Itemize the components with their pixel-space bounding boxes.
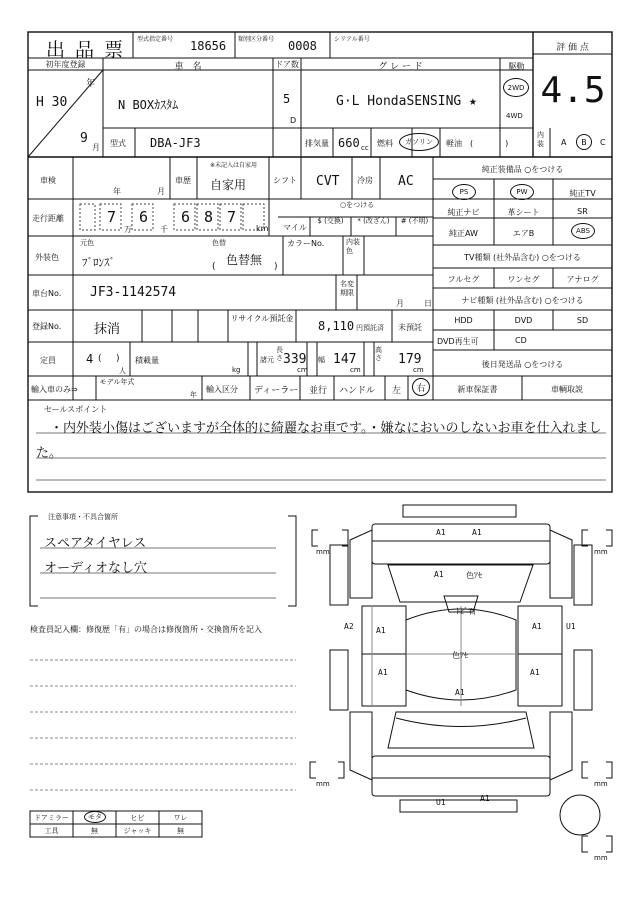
shaken-label: 車検 <box>40 176 56 185</box>
car-name: N BOXｶｽﾀﾑ <box>118 98 179 112</box>
sales-point-label: セールスポイント <box>44 405 108 414</box>
original-color-label: 元色 <box>80 239 94 247</box>
length-label: 長さ <box>276 346 283 362</box>
ac-value: AC <box>398 174 414 189</box>
damage-rear-bumper-2: A1 <box>480 794 490 803</box>
ac-label: 冷房 <box>357 176 373 185</box>
length-value: 339 <box>283 352 307 367</box>
damage-rear-glass: A1 <box>455 688 465 697</box>
length-cm: cm <box>297 366 308 374</box>
fuel-other-paren: ( ) <box>470 139 509 148</box>
history-label: 車歴 <box>175 176 191 185</box>
shaken-month-unit: 月 <box>157 187 165 196</box>
jack-label: ジャッキ <box>123 827 152 835</box>
mm-label-2: mm <box>594 548 608 556</box>
mileage-digit-2: 6 <box>138 208 149 226</box>
delivery-manual: 車輌取説 <box>551 385 583 394</box>
original-color: ﾌﾞﾛﾝｽﾞ <box>82 256 115 269</box>
mileage-km: km <box>256 224 269 233</box>
fuel-label: 燃料 <box>377 139 393 148</box>
equip-tv: 純正TV <box>569 189 596 198</box>
color-no-label: カラーNo. <box>287 239 325 248</box>
drive-4wd: 4WD <box>506 112 523 120</box>
class-code-label: 類別区分番号 <box>238 36 275 43</box>
first-reg-label: 初年度登録 <box>45 60 86 69</box>
tv-analog: アナログ <box>566 275 599 284</box>
dvd-playback-label: DVD再生可 <box>437 337 479 346</box>
mm-label-3: mm <box>316 780 330 788</box>
mileage-digit-5: 7 <box>226 208 237 226</box>
interior-color-label: 内装色 <box>346 238 360 255</box>
model-year-unit: 年 <box>190 391 197 399</box>
drive-label: 駆動 <box>508 62 525 71</box>
doors-label: ドア数 <box>275 60 299 69</box>
first-reg-era: H 30 <box>36 95 68 110</box>
name-change-day: 日 <box>424 299 432 308</box>
capacity-value: 4 <box>86 352 94 366</box>
door-mirror-label: ドアミラー <box>34 814 69 822</box>
import-class-label: 輸入区分 <box>206 385 238 394</box>
height-label: 高さ <box>375 346 382 362</box>
car-name-label: 車 名 <box>174 62 202 72</box>
height-cm: cm <box>413 366 424 374</box>
damage-rear-bumper: U1 <box>436 798 446 807</box>
door-mirror-motor-circled: モタ <box>84 811 106 823</box>
note-item-1: スペアタイヤレス <box>44 536 147 551</box>
model-type: DBA-JF3 <box>150 136 201 150</box>
cd-label: CD <box>515 336 527 345</box>
notes-label: 注意事項・不具合箇所 <box>48 513 118 521</box>
equip-sr: SR <box>577 207 588 216</box>
chassis-number: JF3-1142574 <box>90 285 177 300</box>
sales-point-line-2: た。 <box>36 446 63 461</box>
registration-value: 抹消 <box>94 322 121 337</box>
model-code-label: 型式指定番号 <box>137 36 174 43</box>
model-type-label: 型式 <box>110 139 126 148</box>
mileage-circle-note: ○をつける <box>340 201 375 209</box>
drive-2wd-circled: 2WD <box>503 78 529 97</box>
capacity-person: 人 <box>119 367 126 375</box>
damage-left-rear-door: A1 <box>378 668 388 677</box>
equip-ps-circled: PS <box>452 184 476 200</box>
first-reg-month: 9 <box>80 131 88 146</box>
capacity-label: 定員 <box>40 356 56 365</box>
damage-roof-fade: 色ｱｾ <box>452 651 468 660</box>
capacity-paren-close: ) <box>116 354 120 364</box>
doors-value: 5 <box>283 92 291 106</box>
navi-hdd: HDD <box>454 316 473 325</box>
model-code: 18656 <box>190 39 227 53</box>
break-label: ワレ <box>173 814 188 822</box>
width-cm: cm <box>350 366 361 374</box>
damage-left-front-door: A1 <box>376 626 386 635</box>
recycle-label: リサイクル預託金 <box>230 314 294 323</box>
delivery-warranty: 新車保証書 <box>457 385 498 394</box>
capacity-paren-open: ( <box>98 354 102 364</box>
history-note: ※未記入は自家用 <box>210 162 258 169</box>
recycle-status: 未預託 <box>398 323 422 332</box>
mileage-digit-1: 7 <box>106 208 117 226</box>
interior-label: 内装 <box>537 131 544 148</box>
jack-value: 無 <box>177 827 184 835</box>
equip-navi: 純正ナビ <box>447 208 480 217</box>
mileage-digit-4: 8 <box>203 208 214 226</box>
damage-left-fender: A2 <box>344 622 354 631</box>
mm-label-4: mm <box>594 780 608 788</box>
score-value: 4.5 <box>540 70 606 111</box>
equip-airbag: エアB <box>512 229 535 238</box>
load-label: 積載量 <box>135 356 159 365</box>
color-change-label: 色替 <box>212 239 226 247</box>
load-kg: kg <box>232 366 241 374</box>
equip-aw: 純正AW <box>449 229 478 238</box>
shift-label: シフト <box>273 176 297 185</box>
displacement-value: 660 <box>338 136 360 150</box>
dims-label: 諸元 <box>260 356 274 364</box>
score-label: 評 価 点 <box>556 43 589 53</box>
width-value: 147 <box>333 352 357 367</box>
color-label: 外装色 <box>35 253 59 262</box>
navi-dvd: DVD <box>514 316 533 325</box>
mileage-altered: * (改ざん) <box>357 217 390 225</box>
interior-grade-b-circled: B <box>576 134 592 150</box>
grade-label: グ レ ー ド <box>378 62 423 72</box>
navi-type-title: ナビ種類 (社外品含む) ○をつける <box>461 296 584 305</box>
color-change-value: 色替無 <box>226 253 263 267</box>
mileage-sen: 千 <box>160 225 168 234</box>
color-paren-open: ( <box>212 262 216 272</box>
shaken-year-unit: 年 <box>113 187 121 196</box>
mileage-digit-3: 6 <box>180 208 191 226</box>
import-parallel: 並行 <box>309 386 328 396</box>
import-dealer: ディーラー <box>254 386 299 396</box>
interior-grade-a: A <box>561 138 567 147</box>
damage-front-right: A1 <box>472 528 482 537</box>
color-paren-close: ) <box>274 262 278 272</box>
note-item-2: オーディオなし穴 <box>44 561 147 576</box>
mileage-mile: マイル <box>283 223 307 232</box>
width-label: 幅 <box>318 356 325 364</box>
damage-front-left: A1 <box>436 528 446 537</box>
delivery-title: 後日発送品 ○をつける <box>481 360 564 369</box>
equipment-title: 純正装備品 ○をつける <box>481 165 564 174</box>
model-year-label: モデル年式 <box>99 378 135 386</box>
mm-label-5: mm <box>594 854 608 862</box>
mileage-exchange: $ (交換) <box>317 217 344 225</box>
equip-abs-circled: ABS <box>571 223 595 239</box>
damage-right-fender: U1 <box>566 622 576 631</box>
damage-hood-fade: 色ｱｾ <box>466 571 482 580</box>
chassis-label: 車台No. <box>32 289 62 298</box>
import-only-label: 輸入車のみ⇒ <box>31 385 78 394</box>
mileage-man: 万 <box>124 225 132 234</box>
sales-point-line-1: ・内外装小傷はございますが全体的に綺麗なお車です。・嫌なにおいのしないお車を仕入れまし <box>50 421 602 436</box>
damage-right-rear-door: A1 <box>530 668 540 677</box>
serial-label: シリアル番号 <box>334 36 370 43</box>
tv-oneseg: ワンセグ <box>507 275 540 284</box>
mm-label-1: mm <box>316 548 330 556</box>
fuel-gasoline-circled: ガソリン <box>399 133 439 151</box>
tv-fullseg: フルセグ <box>447 275 480 284</box>
handle-label: ハンドル <box>339 386 376 396</box>
grade-value: G·L HondaSENSING ★ <box>336 94 477 109</box>
displacement-label: 排気量 <box>305 139 329 148</box>
month-suffix: 月 <box>92 143 100 152</box>
navi-sd: SD <box>576 316 589 325</box>
year-suffix: 年 <box>86 79 96 89</box>
equip-pw-circled: PW <box>510 184 534 200</box>
shift-value: CVT <box>316 174 340 189</box>
recycle-unit: 円預託済 <box>356 324 384 332</box>
damage-stone-chip: ﾄﾋﾞ石 <box>456 607 476 616</box>
handle-right-circled: 右 <box>412 378 430 396</box>
class-code: 0008 <box>288 39 317 53</box>
form-title: 出 品 票 <box>46 39 126 61</box>
recycle-amount: 8,110 <box>318 319 355 333</box>
handle-left: 左 <box>392 386 402 396</box>
name-change-month: 月 <box>396 299 404 308</box>
inspector-label: 検査員記入欄：修復歴「有」の場合は修復箇所・交換箇所を記入 <box>30 625 262 634</box>
cc-unit: cc <box>361 144 369 152</box>
tv-type-title: TV種類 (社外品含む) ○をつける <box>464 253 581 262</box>
tools-label: 工具 <box>44 827 59 835</box>
damage-right-front-door: A1 <box>532 622 542 631</box>
name-change-label: 名変期限 <box>340 280 354 297</box>
tools-value: 無 <box>91 827 98 835</box>
mileage-label: 走行距離 <box>32 214 64 223</box>
history-value: 自家用 <box>210 178 247 192</box>
registration-label: 登録No. <box>32 322 62 331</box>
damage-hood: A1 <box>434 570 444 579</box>
door-type: D <box>290 116 297 125</box>
fuel-diesel: 軽油 <box>446 139 462 148</box>
crack-label: ヒビ <box>130 814 145 822</box>
height-value: 179 <box>398 352 422 367</box>
interior-grade-c: C <box>600 138 606 147</box>
mileage-unknown: # (不明) <box>400 217 429 225</box>
equip-leather: 革シート <box>507 208 540 217</box>
